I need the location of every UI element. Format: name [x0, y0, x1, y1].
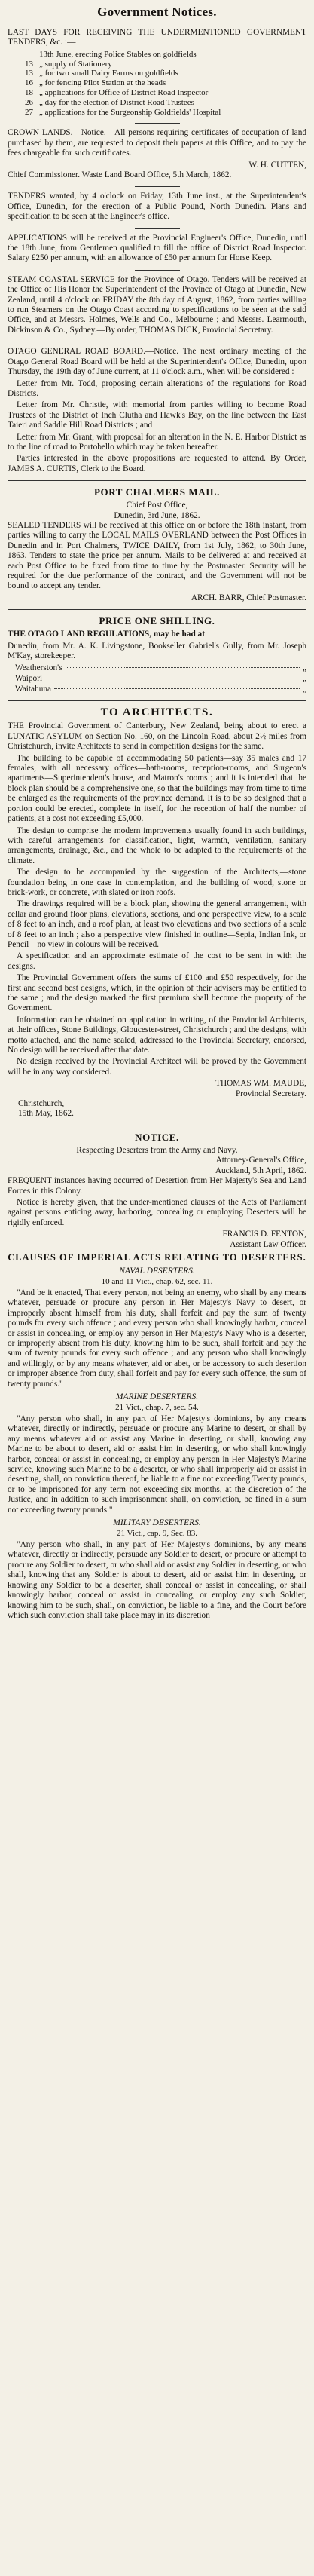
crown-lands-text: CROWN LANDS.—Notice.—All persons requiring certificates of occupation of land purchased by them, are requested to deposit their papers at this Office, and to pay the fees chargeable for such certificates.: [8, 128, 306, 158]
land-regulations-places: [8, 663, 306, 694]
divider: [8, 609, 306, 610]
deadline-row: [8, 98, 306, 108]
architects-title: TO ARCHITECTS.: [100, 706, 214, 719]
road-board-para: Letter from Mr. Christie, with memorial from parties willing to become Road Trustees of the District of Inch Clutha and Hawk's Bay, on the line between the East Taieri and Saddle Hill Road Districts ; and: [8, 400, 306, 430]
road-inspector-text: APPLICATIONS will be received at the Provincial Engineer's Office, Dunedin, until the 18th June, from Gentlemen qualified to fill the office of District Road Inspector. Salary £250 per annum, with an allowance of £50 per annum for Horse Keep.: [8, 233, 306, 263]
marine-citation: 21 Vict., chap. 7, sec. 54.: [115, 1403, 199, 1413]
deadline-text: „ applications for Office of District Road Inspector: [39, 88, 209, 97]
deadline-text: „ day for the election of District Road Trustees: [39, 97, 194, 107]
architects-para: THE Provincial Government of Canterbury, New Zealand, being about to erect a LUNATIC ASYLUM on Section No. 160, on the Lincoln Road, about 2½ miles from Christchurch, invite Architects to send in competition designs for the same.: [8, 721, 306, 752]
general-road-board-notice: [8, 347, 306, 474]
crown-lands-signature: W. H. CUTTEN,: [248, 160, 306, 170]
deadline-day: 13: [25, 69, 33, 78]
port-chalmers-text: SEALED TENDERS will be received at this office on or before the 18th instant, from parties willing to carry the LOCAL MAILS OVERLAND between the Post Offices in Dunedin and in Port Chalmers, TWICE DAILY, from 1st July, 1862, to 30th June, 1863. Tenders to state the price per annum. Mails to be delivered at and received at each Post Office to be fixed from time to time by the Postmaster. Security will be required for the due performance of the contract, and the Government will not be bound to accept any tender.: [8, 520, 306, 591]
marine-clause-text: "Any person who shall, in any part of Her Majesty's dominions, by any means whatever, directly or indirectly, persuade or procure any Marine to desert, or shall by any means whatever aid or assist any Marine in deserting, or shall, knowing any Marine to be about to desert, aid or assist him in deserting, or who shall knowingly harbor, conceal or assist in concealing, or employ any person in Her Majesty's Marine service, knowing such Marine to be a deserter, or who shall improperly aid or assist in deserting, shall, on conviction thereof, be liable to a fine not exceeding Twenty pounds, or to be imprisoned for any term not exceeding six months, at the discretion of the Justice, and in addition to such imprisonment shall, on conviction, be fined in a sum not exceeding twenty pounds.": [8, 1414, 306, 1515]
leader-dots: [66, 667, 300, 668]
masthead: Government Notices.: [8, 5, 306, 23]
port-chalmers-signature: ARCH. BARR, Chief Postmaster.: [191, 593, 306, 602]
land-regulations-text: Dunedin, from Mr. A. K. Livingstone, Bookseller Gabriel's Gully, from Mr. Joseph M'Kay, storekeeper.: [8, 641, 306, 661]
deadline-row: [8, 88, 306, 98]
deserters-office: Attorney-General's Office,: [215, 1156, 306, 1165]
road-inspector-notice: [8, 234, 306, 264]
divider: [135, 228, 180, 229]
place-row: [8, 684, 306, 694]
naval-deserters-title: NAVAL DESERTERS.: [119, 1266, 195, 1276]
clauses-title: CLAUSES OF IMPERIAL ACTS RELATING TO DESERTERS.: [8, 1251, 306, 1263]
divider: [8, 700, 306, 701]
deadline-row: [8, 78, 306, 88]
deadline-row: [8, 69, 306, 78]
place-name: Waitahuna: [15, 685, 52, 694]
place-name: Weatherston's: [15, 663, 62, 673]
land-regulations-notice: [8, 615, 306, 694]
deadline-text: „ for fencing Pilot Station at the heads: [39, 78, 166, 88]
tender-deadlines-lead: LAST DAYS FOR RECEIVING THE UNDERMENTIONED GOVERNMENT TENDERS, &c. :—: [8, 28, 306, 47]
architects-para: A specification and an approximate estimate of the cost to be sent in with the designs.: [8, 951, 306, 971]
deadline-day: 13: [25, 59, 33, 69]
architects-para: The Provincial Government offers the sums of £100 and £50 respectively, for the first and second best designs, which, in the opinion of their advisers may be entitled to the same ; and the design marked the first premium shall become the property of the Government.: [8, 973, 306, 1013]
architects-para: The design to be accompanied by the suggestion of the Architects,—stone foundation being in one case in contemplation, and the building of wood, stone or brick-work, or concrete, with slated or iron roofs.: [8, 868, 306, 897]
military-deserters-title: MILITARY DESERTERS.: [113, 1518, 201, 1528]
divider: [135, 123, 180, 124]
place-ditto: „: [302, 674, 306, 684]
architects-notice: [8, 706, 306, 1119]
military-clause-text: "Any person who shall, in any part of Her Majesty's dominions, by any means whatever, directly or indirectly, persuade any Soldier to desert, or procure or attempt to procure any Soldier to desert, or who shall aid or assist any Soldier in deserting, or who shall, knowing that any Soldier is about to desert, aid or assist him in deserting, or knowing any Soldier to be a deserter, shall conceal or assist in concealing, or shall knowingly harbor, conceal or assist in concealing, or employ any such Soldier, knowing him to be such, shall, on conviction, be liable to a fine, and the Court before which such conviction shall take place may in its discretion: [8, 1540, 306, 1620]
deadline-row: [8, 60, 306, 69]
deserters-signature: FRANCIS D. FENTON,: [222, 1230, 306, 1239]
road-board-para: Letter from Mr. Grant, with proposal for an alteration in the N. E. Harbor District as to the line of road to Portobello which may be taken hereafter.: [8, 432, 306, 452]
military-citation: 21 Vict., cap. 9, Sec. 83.: [117, 1529, 197, 1539]
architects-para: Information can be obtained on application in writing, of the Provincial Architects, at their offices, Stone Buildings, Gloucester-street, Christchurch ; and the designs, with motto attached, and the name sealed, addressed to the Provincial Secretary, endorsed, No design will be received after that date.: [8, 1015, 306, 1055]
architects-para: The building to be capable of accommodating 50 patients—say 35 males and 17 females, with all necessary offices—bath-rooms, reception-rooms, and Surgeon's apartments—Superintendent's house, and Matron's rooms ; and it is intended that the block plan should be a comprehensive one, so that the buildings may from time to time be enlarged as the requirements of the province demand. It is to be so designed that a portion could be erected, complete in itself, for the reception of half the number of patients, at a cost not exceeding £5,000.: [8, 753, 306, 824]
road-board-para: Parties interested in the above propositions are requested to attend. By Order, JAMES A. CURTIS, Clerk to the Board.: [8, 454, 306, 473]
pound-tender-text: TENDERS wanted, by 4 o'clock on Friday, 13th June inst., at the Superintendent's Office, Dunedin, for the erection of a Public Pound, North Dunedin. Plans and specification to be seen at the Engineer's office.: [8, 191, 306, 222]
marine-deserters-title: MARINE DESERTERS.: [115, 1392, 199, 1402]
deserters-subtitle: Respecting Deserters from the Army and Navy.: [76, 1145, 238, 1155]
architects-place: Christchurch,: [18, 1099, 65, 1109]
steam-coastal-text: STEAM COASTAL SERVICE for the Province of Otago. Tenders will be received at the Office of His Honor the Superintendent of the Province of Otago at Dunedin, New Zealand, until 4 o'clock on FRIDAY the 8th day of August, 1862, from parties willing to run Steamers on the Otago Coast according to specifications to be seen at the said Office, and at Messrs. Holmes, Wells and Co., Melbourne ; and Messrs. Learmouth, Dickinson & Co., Sydney.—By order, THOMAS DICK, Provincial Secretary.: [8, 274, 306, 335]
leader-dots: [54, 688, 300, 689]
deserters-title: NOTICE.: [135, 1131, 179, 1143]
road-board-para: OTAGO GENERAL ROAD BOARD.—Notice. The next ordinary meeting of the Otago General Road Board will be held at the Superintendent's Office, Dunedin, upon Thursday, the 19th day of June current, at 11 o'clock a.m., when will be considered :—: [8, 347, 306, 377]
naval-clause-text: "And be it enacted, That every person, not being an enemy, who shall by any means whatever, persuade or procure any person in Her Majesty's Navy to desert, or improperly absent himself from his duty, shall forfeit and pay the sum of twenty pounds for every such offence ; and every person who shall knowingly harbor, conceal or assist in concealing, or employ any person in Her Majesty's Navy who is a deserter, or improperly absent from his duty, knowing him to be such, shall forfeit and pay the sum of twenty pounds for every such offence ; and any person who shall knowingly and willingly, or by any means whatever, aid or abet, or be accessory to such desertion or improper absence from duty, shall forfeit and pay for every such offence, the sum of twenty pounds.": [8, 1288, 306, 1389]
place-row: [8, 673, 306, 684]
port-chalmers-date: Dunedin, 3rd June, 1862.: [114, 510, 200, 520]
deserters-notice: [8, 1132, 306, 1621]
architects-role: Provincial Secretary.: [236, 1089, 306, 1098]
deadline-text: „ supply of Stationery: [39, 59, 112, 69]
place-ditto: „: [302, 685, 306, 694]
deadline-text: 13th June, erecting Police Stables on goldfields: [39, 49, 197, 59]
crown-lands-notice: [8, 128, 306, 180]
tender-deadlines-table: [8, 50, 306, 118]
divider: [8, 480, 306, 481]
naval-citation: 10 and 11 Vict., chap. 62, sec. 11.: [101, 1276, 213, 1286]
architects-para: No design received by the Provincial Architect will be proved by the Government will be in any way considered.: [8, 1057, 306, 1077]
port-chalmers-mail-notice: [8, 486, 306, 603]
land-regulations-price: PRICE ONE SHILLING.: [99, 615, 215, 627]
steam-coastal-notice: [8, 275, 306, 335]
place-ditto: „: [302, 663, 306, 673]
port-chalmers-title: PORT CHALMERS MAIL.: [93, 486, 221, 498]
place-row: [8, 663, 306, 673]
place-name: Waipori: [15, 674, 43, 684]
deadline-day: 16: [25, 78, 33, 88]
deserters-role: Assistant Law Officer.: [230, 1239, 306, 1249]
deserters-para: Notice is hereby given, that the under-mentioned clauses of the Acts of Parliament against persons enticing away, harboring, concealing or employing Deserters will be rigidly enforced.: [8, 1197, 306, 1227]
deserters-date: Auckland, 5th April, 1862.: [215, 1165, 306, 1175]
deserters-para: FREQUENT instances having occurred of Desertion from Her Majesty's Sea and Land Forces in this Colony.: [8, 1176, 306, 1196]
architects-date: 15th May, 1862.: [18, 1109, 74, 1119]
deadline-day: [8, 50, 39, 60]
deadline-day: 18: [25, 88, 33, 97]
deadline-row: [8, 108, 306, 118]
road-board-para: Letter from Mr. Todd, proposing certain alterations of the regulations for Road Districts.: [8, 378, 306, 398]
divider: [135, 270, 180, 271]
deadline-text: „ for two small Dairy Farms on goldfields: [39, 69, 178, 78]
pound-tender-notice: [8, 191, 306, 222]
deadline-day: 27: [25, 107, 33, 117]
architects-para: The design to comprise the modern improvements usually found in such buildings, with careful arrangements for classification, light, warmth, ventilation, sanitary arrangements, drainage, &c., and the whole to be adapted to the requirements of the climate.: [8, 825, 306, 865]
architects-signature: THOMAS WM. MAUDE,: [215, 1079, 306, 1089]
tender-deadlines-notice: [8, 28, 306, 117]
architects-para: The drawings required will be a block plan, showing the general arrangement, with cellar and ground floor plans, elevations, sections, and one perspective view, to a scale of 8 feet to an inch, and a roof plan, at least two elevations and two sections of a scale of 8 feet to an inch ; also a perspective view finished in outline—Sepia, Indian Ink, or Pencil—no view in colours will be received.: [8, 899, 306, 949]
divider: [135, 186, 180, 187]
deadline-text: „ applications for the Surgeonship Goldfields' Hospital: [39, 107, 221, 117]
land-regulations-title: THE OTAGO LAND REGULATIONS, may be had at: [8, 629, 205, 639]
port-chalmers-subtitle: Chief Post Office,: [126, 501, 188, 510]
deadline-row: [8, 50, 306, 60]
deadline-day: 26: [25, 97, 33, 107]
crown-lands-role: Chief Commissioner. Waste Land Board Office, 5th March, 1862.: [8, 170, 232, 180]
